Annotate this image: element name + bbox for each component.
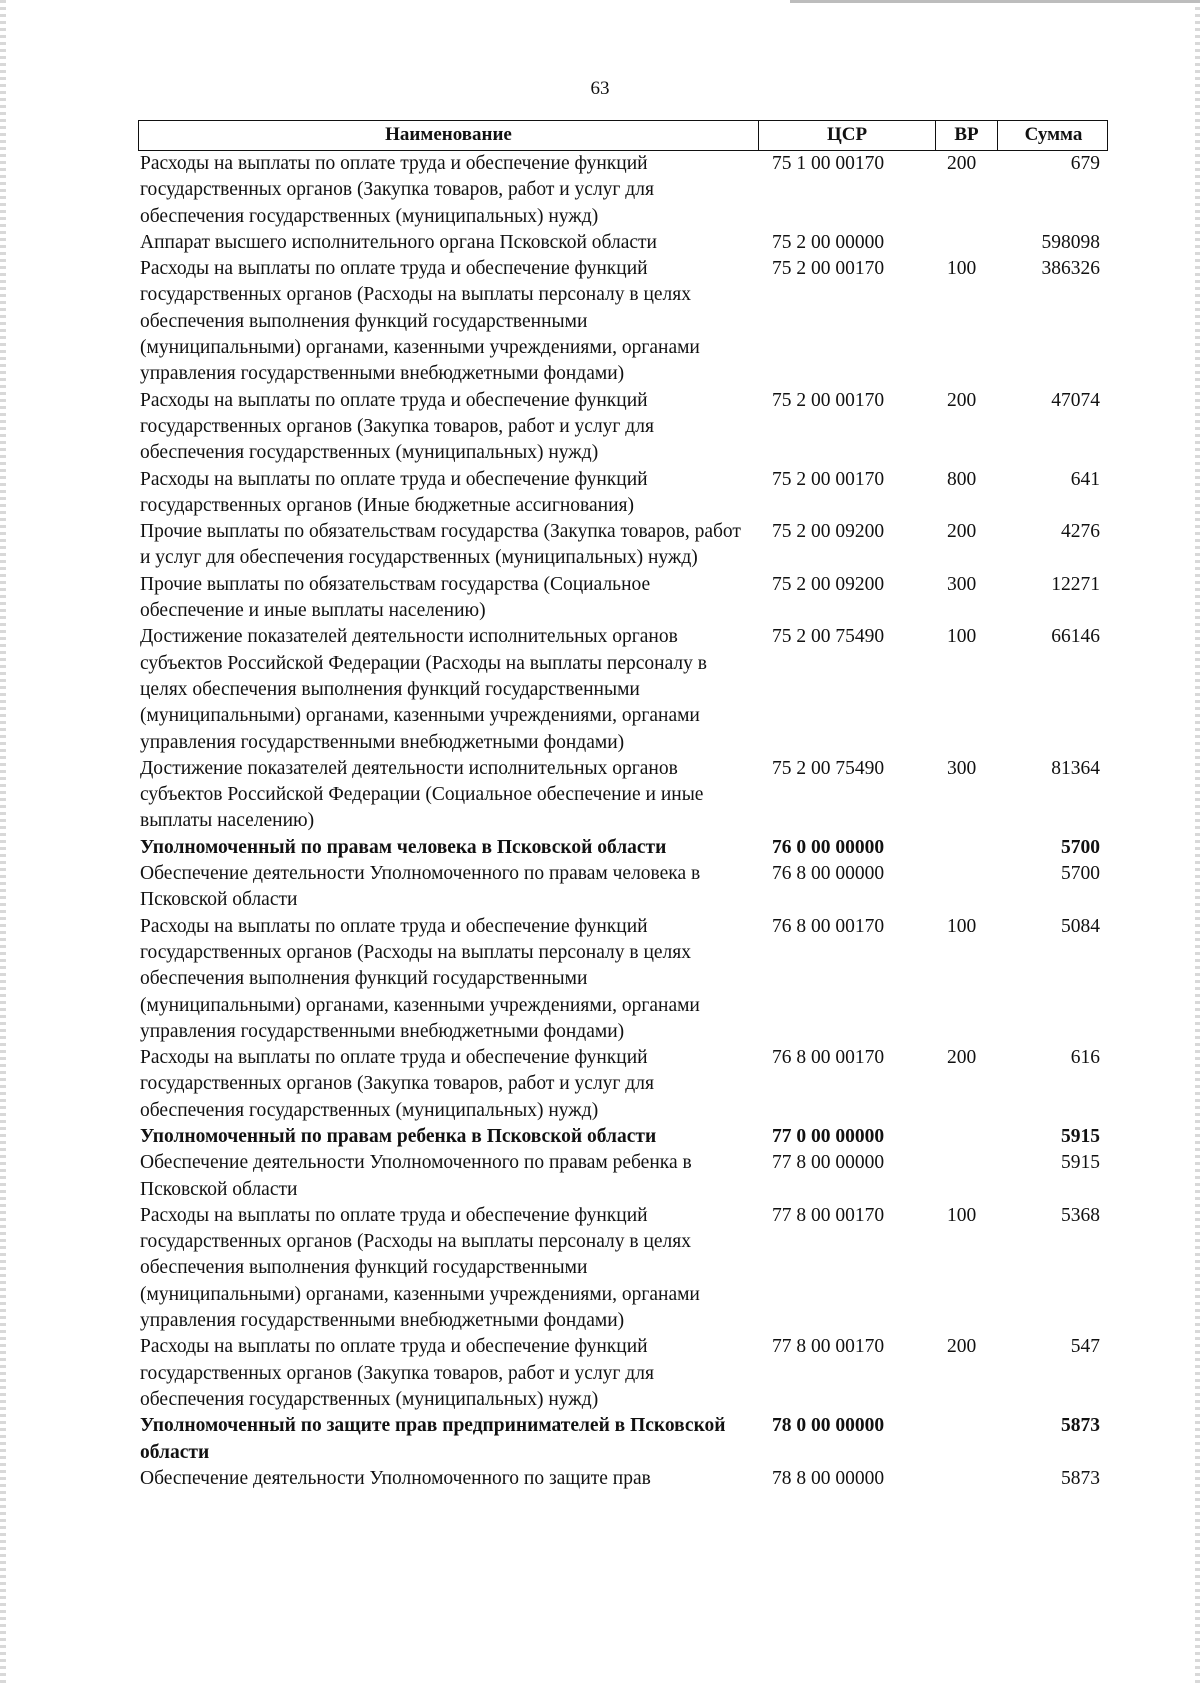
cell-csr: 78 0 00 00000 — [772, 1415, 885, 1437]
table-row — [138, 835, 1108, 861]
cell-name: Расходы на выплаты по оплате труда и обеспечение функций государственных органов (Закупка товаров, работ и услуг для обеспечения государственных (муниципальных) нужд) — [140, 153, 654, 227]
cell-csr: 77 8 00 00000 — [772, 1152, 885, 1174]
cell-name: Расходы на выплаты по оплате труда и обеспечение функций государственных органов (Расходы на выплаты персоналу в целях обеспечения выполнения функций государственными (муниципальными) органами, казенными учреждениями, органами управления государственными внебюджетными фондами) — [140, 258, 700, 385]
cell-vr: 800 — [947, 468, 977, 490]
cell-vr — [935, 1413, 997, 1466]
table-row — [138, 1203, 1108, 1334]
cell-name: Расходы на выплаты по оплате труда и обеспечение функций государственных органов (Закупка товаров, работ и услуг для обеспечения государственных (муниципальных) нужд) — [140, 1336, 654, 1410]
cell-sum: 5915 — [1061, 1152, 1100, 1174]
cell-sum: 598098 — [1041, 231, 1100, 253]
cell-sum: 5084 — [1061, 915, 1100, 937]
cell-vr — [935, 1466, 997, 1492]
table-row — [138, 914, 1108, 1045]
page-number: 63 — [590, 78, 610, 99]
cell-name: Аппарат высшего исполнительного органа Псковской области — [140, 231, 657, 253]
cell-sum: 5700 — [1061, 836, 1100, 858]
table-row — [138, 624, 1108, 755]
cell-name: Расходы на выплаты по оплате труда и обеспечение функций государственных органов (Закупка товаров, работ и услуг для обеспечения государственных (муниципальных) нужд) — [140, 1047, 654, 1121]
cell-csr: 77 8 00 00170 — [772, 1336, 885, 1358]
table-row — [138, 467, 1108, 520]
cell-sum: 641 — [1070, 468, 1100, 490]
table-row — [138, 1045, 1108, 1124]
cell-sum: 386326 — [1041, 258, 1100, 280]
cell-name: Расходы на выплаты по оплате труда и обеспечение функций государственных органов (Расходы на выплаты персоналу в целях обеспечения выполнения функций государственными (муниципальными) органами, казенными учреждениями, органами управления государственными внебюджетными фондами) — [140, 915, 700, 1042]
cell-name: Расходы на выплаты по оплате труда и обеспечение функций государственных органов (Иные бюджетные ассигнования) — [140, 468, 648, 516]
cell-name: Уполномоченный по защите прав предпринимателей в Псковской области — [140, 1415, 726, 1463]
budget-table — [138, 120, 1108, 1492]
cell-vr: 200 — [947, 389, 977, 411]
cell-csr: 76 0 00 00000 — [772, 836, 885, 858]
cell-sum: 679 — [1070, 153, 1100, 174]
cell-name: Расходы на выплаты по оплате труда и обеспечение функций государственных органов (Закупка товаров, работ и услуг для обеспечения государственных (муниципальных) нужд) — [140, 389, 654, 464]
cell-name: Обеспечение деятельности Уполномоченного по защите прав — [140, 1467, 651, 1489]
cell-sum: 4276 — [1061, 521, 1100, 543]
table-row — [138, 1150, 1108, 1203]
cell-vr — [935, 230, 997, 256]
table-row — [138, 1124, 1108, 1150]
header-csr: ЦСР — [759, 121, 936, 150]
cell-csr: 75 2 00 00000 — [772, 231, 885, 253]
cell-name: Достижение показателей деятельности исполнительных органов субъектов Российской Федерации (Социальное обеспечение и иные выплаты населению) — [140, 757, 704, 832]
cell-vr: 200 — [947, 1047, 977, 1069]
table-row — [138, 388, 1108, 467]
table-row — [138, 756, 1108, 835]
cell-sum: 5873 — [1061, 1467, 1100, 1489]
scan-right-edge — [1195, 0, 1200, 1686]
table-row — [138, 572, 1108, 625]
cell-name: Уполномоченный по правам ребенка в Псковской области — [140, 1125, 657, 1147]
cell-csr: 78 8 00 00000 — [772, 1467, 885, 1489]
cell-name: Уполномоченный по правам человека в Псковской области — [140, 836, 667, 858]
cell-csr: 75 2 00 00170 — [772, 468, 885, 490]
cell-sum: 616 — [1070, 1047, 1100, 1069]
cell-vr: 300 — [947, 757, 977, 779]
cell-sum: 5700 — [1061, 863, 1100, 885]
cell-name: Обеспечение деятельности Уполномоченного по правам человека в Псковской области — [140, 863, 701, 911]
top-rule — [790, 0, 1200, 3]
table-row — [138, 230, 1108, 256]
cell-sum: 5368 — [1061, 1204, 1100, 1226]
cell-csr: 75 1 00 00170 — [772, 153, 885, 174]
cell-vr: 100 — [947, 915, 977, 937]
cell-vr — [935, 1150, 997, 1203]
cell-csr: 76 8 00 00170 — [772, 1047, 885, 1069]
cell-vr — [935, 835, 997, 861]
table-row — [138, 1413, 1108, 1466]
cell-sum: 47074 — [1051, 389, 1100, 411]
cell-name: Прочие выплаты по обязательствам государства (Закупка товаров, работ и услуг для обеспечения государственных (муниципальных) нужд) — [140, 521, 741, 569]
cell-vr: 300 — [947, 573, 977, 595]
table-row — [138, 151, 1108, 230]
cell-csr: 75 2 00 09200 — [772, 573, 885, 595]
cell-sum: 5915 — [1061, 1125, 1100, 1147]
cell-vr: 200 — [947, 521, 977, 543]
cell-sum: 5873 — [1061, 1415, 1100, 1437]
header-name: Наименование — [139, 121, 759, 150]
cell-vr: 100 — [947, 1204, 977, 1226]
header-vr: ВР — [936, 121, 998, 150]
cell-name: Прочие выплаты по обязательствам государства (Социальное обеспечение и иные выплаты населению) — [140, 573, 651, 622]
cell-sum: 547 — [1070, 1336, 1100, 1358]
table-row — [138, 519, 1108, 572]
cell-vr: 100 — [947, 258, 977, 280]
table-row — [138, 861, 1108, 914]
cell-vr: 200 — [947, 1336, 977, 1358]
header-sum: Сумма — [1024, 124, 1083, 145]
table-row — [138, 1466, 1108, 1492]
cell-csr: 75 2 00 00170 — [772, 258, 885, 280]
cell-csr: 75 2 00 09200 — [772, 521, 885, 543]
cell-csr: 76 8 00 00170 — [772, 915, 885, 937]
cell-vr: 200 — [947, 153, 977, 174]
cell-vr — [935, 861, 997, 914]
table-body — [138, 151, 1108, 1492]
table-row — [138, 1334, 1108, 1413]
cell-sum: 81364 — [1051, 757, 1100, 779]
cell-csr: 75 2 00 00170 — [772, 389, 885, 411]
table-header — [138, 120, 1108, 151]
cell-sum: 12271 — [1051, 573, 1100, 595]
cell-name: Достижение показателей деятельности исполнительных органов субъектов Российской Федерации (Расходы на выплаты персоналу в целях обеспечения выполнения функций государственными (муниципальными) органами, казенными учреждениями, органами управления государственными внебюджетными фондами) — [140, 626, 707, 753]
cell-vr: 100 — [947, 626, 977, 648]
cell-csr: 75 2 00 75490 — [772, 626, 885, 648]
cell-vr — [935, 1124, 997, 1150]
cell-sum: 66146 — [1051, 626, 1100, 648]
cell-csr: 75 2 00 75490 — [772, 757, 885, 779]
cell-csr: 77 0 00 00000 — [772, 1125, 885, 1147]
cell-csr: 76 8 00 00000 — [772, 863, 885, 885]
scan-left-edge — [0, 0, 6, 1686]
cell-name: Расходы на выплаты по оплате труда и обеспечение функций государственных органов (Расходы на выплаты персоналу в целях обеспечения выполнения функций государственными (муниципальными) органами, казенными учреждениями, органами управления государственными внебюджетными фондами) — [140, 1204, 700, 1332]
table-row — [138, 256, 1108, 387]
cell-name: Обеспечение деятельности Уполномоченного по правам ребенка в Псковской области — [140, 1152, 692, 1200]
cell-csr: 77 8 00 00170 — [772, 1204, 885, 1226]
